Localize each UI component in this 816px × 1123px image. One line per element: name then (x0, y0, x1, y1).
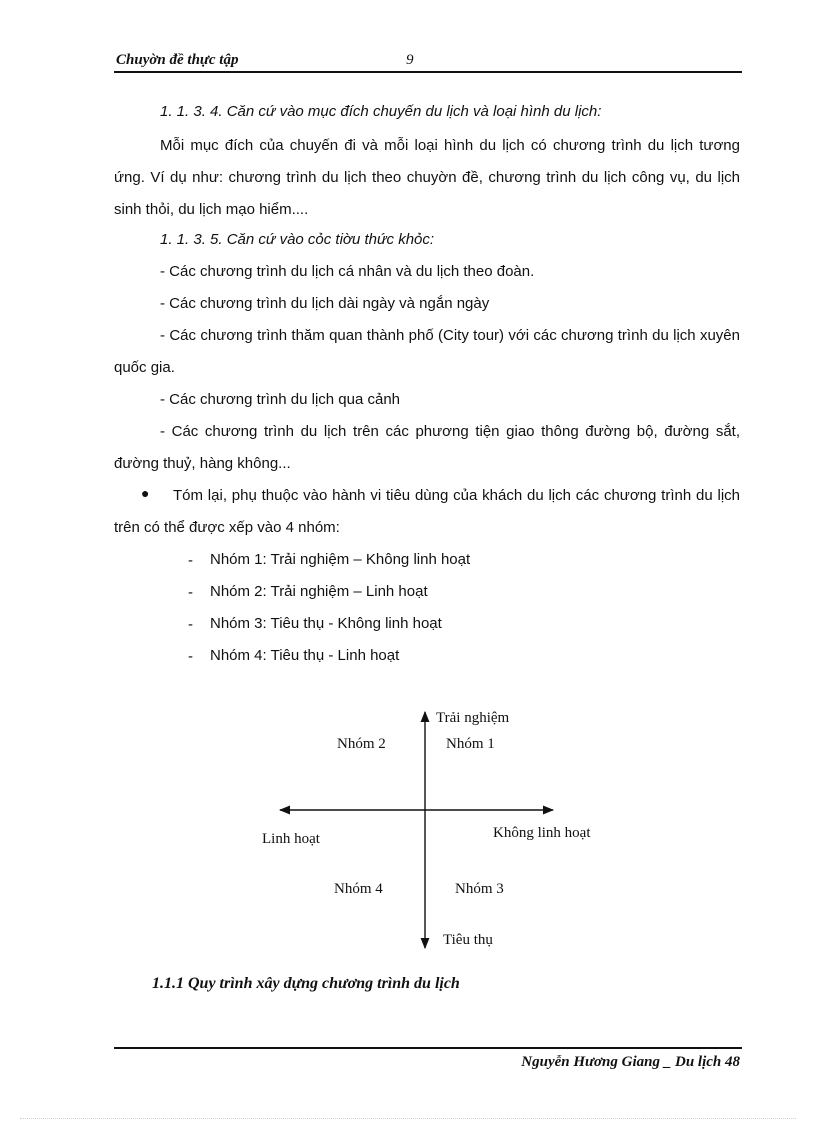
dash-icon: - (188, 552, 193, 569)
list-item: - Các chương trình thăm quan thành phố (City tour) với các chương trình du lịch xuyên quốc gia. (114, 327, 740, 376)
quadrant-label-3: Nhóm 3 (455, 881, 504, 897)
dash-icon: - (188, 648, 193, 665)
section-heading-111: 1.1.1 Quy trình xây dựng chương trình du lịch (152, 975, 460, 992)
group-item: Nhóm 2: Trải nghiệm – Linh hoạt (210, 583, 428, 600)
list-item: - Các chương trình du lịch cá nhân và du lịch theo đoàn. (160, 263, 535, 280)
list-item: - Các chương trình du lịch trên các phương tiện giao thông đường bộ, đường sắt, đường thuỷ, hàng không... (114, 423, 740, 472)
footer-rule (114, 1047, 742, 1049)
list-item: - Các chương trình du lịch qua cảnh (160, 391, 401, 408)
axis-label-bottom: Tiêu thụ (443, 932, 493, 948)
quadrant-label-4: Nhóm 4 (334, 881, 383, 897)
footer-author: Nguyễn Hương Giang _ Du lịch 48 (521, 1054, 740, 1070)
quadrant-label-2: Nhóm 2 (337, 736, 386, 752)
paragraph-purpose: Mỗi mục đích của chuyến đi và mỗi loại hình du lịch có chương trình du lịch tương ứng. Ví dụ như: chương trình du lịch theo chuyờn đề, chương trình du lịch công vụ, du lịch sinh thỏi, du lịch mạo hiểm.... (114, 137, 740, 218)
header-title: Chuyờn đề thực tập (116, 52, 239, 68)
axis-label-right: Không linh hoạt (493, 825, 591, 841)
quadrant-label-1: Nhóm 1 (446, 736, 495, 752)
group-item: Nhóm 3: Tiêu thụ - Không linh hoạt (210, 615, 442, 632)
dash-icon: - (188, 616, 193, 633)
bullet-icon: ● (141, 487, 150, 502)
list-item: - Các chương trình du lịch dài ngày và ngắn ngày (160, 295, 490, 312)
axis-label-top: Trải nghiệm (436, 710, 510, 726)
section-heading-1135: 1. 1. 3. 5. Căn cứ vào cỏc tiờu thức khỏc: (160, 231, 435, 248)
group-item: Nhóm 1: Trải nghiệm – Không linh hoạt (210, 551, 471, 568)
page-number: 9 (406, 52, 414, 68)
axis-label-left: Linh hoạt (262, 831, 320, 847)
group-item: Nhóm 4: Tiêu thụ - Linh hoạt (210, 647, 400, 664)
section-heading-1134: 1. 1. 3. 4. Căn cứ vào mục đích chuyến du lịch và loại hình du lịch: (160, 103, 602, 120)
page-bottom-border (20, 1118, 796, 1119)
summary-paragraph: Tóm lại, phụ thuộc vào hành vi tiêu dùng của khách du lịch các chương trình du lịch trên có thể được xếp vào 4 nhóm: (114, 487, 740, 536)
dash-icon: - (188, 584, 193, 601)
